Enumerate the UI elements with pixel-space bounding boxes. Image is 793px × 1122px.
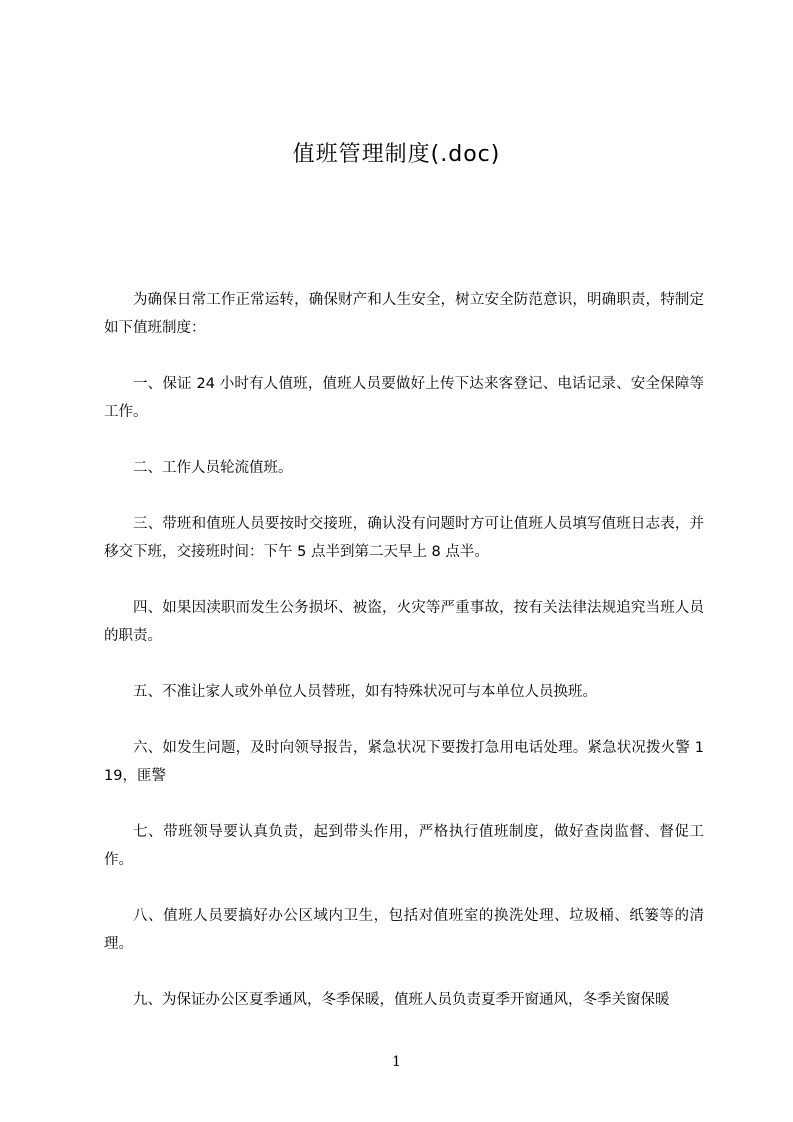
rule-paragraph-9: 九、为保证办公区夏季通风，冬季保暖，值班人员负责夏季开窗通风，冬季关窗保暖 [133,992,670,1008]
rule-paragraph-6: 六、如发生问题，及时向领导报告，紧急状况下要拨打急用电话处理。紧急状况拨火警 119，匪警 [104,740,704,784]
rule-paragraph-5: 五、不准让家人或外单位人员替班，如有特殊状况可与本单位人员换班。 [133,684,597,700]
intro-paragraph: 为确保日常工作正常运转，确保财产和人生安全，树立安全防范意识，明确职责，特制定如下值班制度： [104,292,704,336]
document-title: 值班管理制度(.doc) [292,142,501,167]
rule-paragraph-3: 三、带班和值班人员要按时交接班，确认没有问题时方可让值班人员填写值班日志表，并移交下班，交接班时间：下午 5 点半到第二天早上 8 点半。 [104,516,704,560]
page-number: 1 [392,1054,401,1070]
document-body [104,286,704,1042]
rule-paragraph-4: 四、如果因渎职而发生公务损坏、被盗，火灾等严重事故，按有关法律法规追究当班人员的职责。 [104,600,704,644]
rule-paragraph-7: 七、带班领导要认真负责，起到带头作用，严格执行值班制度，做好查岗监督、督促工作。 [104,824,704,868]
rule-paragraph-1: 一、保证 24 小时有人值班，值班人员要做好上传下达来客登记、电话记录、安全保障等工作。 [104,376,704,420]
rule-paragraph-2: 二、工作人员轮流值班。 [133,460,293,476]
rule-paragraph-8: 八、值班人员要搞好办公区域内卫生，包括对值班室的换洗处理、垃圾桶、纸篓等的清理。 [104,908,704,952]
